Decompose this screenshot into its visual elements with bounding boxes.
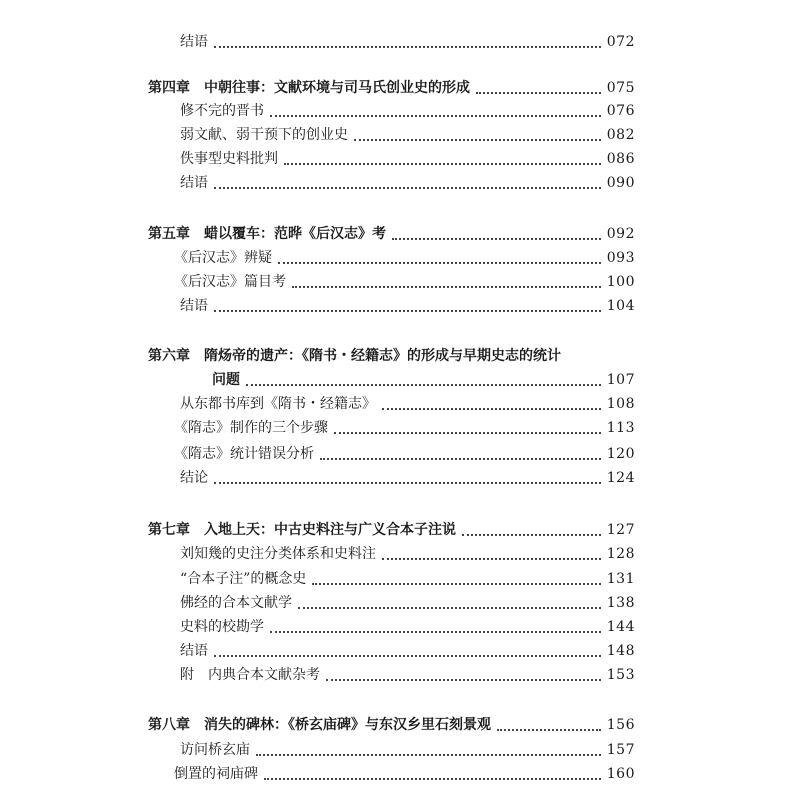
page-number: 148 xyxy=(606,643,635,659)
leader-dots xyxy=(214,482,601,484)
leader-dots xyxy=(497,729,601,731)
leader-dots xyxy=(382,408,601,410)
leader-dots xyxy=(214,187,601,189)
chapter-title: 消失的碑林：《桥玄庙碑》与东汉乡里石刻景观 xyxy=(204,717,491,733)
section-title: 结语 xyxy=(180,298,208,314)
page-number: 127 xyxy=(606,522,635,538)
toc-section-row xyxy=(0,565,800,589)
section-title: 结论 xyxy=(180,470,208,486)
toc-section-row xyxy=(0,28,800,52)
section-title: 刘知幾的史注分类体系和史料注 xyxy=(180,546,376,562)
toc-section-row xyxy=(0,97,800,121)
section-title: 修不完的晋书 xyxy=(180,103,264,119)
section-title: 结语 xyxy=(180,34,208,50)
section-title: 《隋志》统计错误分析 xyxy=(174,446,314,462)
section-title: 倒置的祠庙碑 xyxy=(174,766,258,782)
page-number: 120 xyxy=(606,446,635,462)
toc-section-row xyxy=(0,637,800,661)
toc-section-row xyxy=(0,292,800,316)
page-number: 153 xyxy=(606,667,635,683)
section-title: “合本子注”的概念史 xyxy=(180,571,307,587)
leader-dots xyxy=(278,262,601,264)
toc-section-row xyxy=(0,613,800,637)
leader-dots xyxy=(298,607,601,609)
leader-dots xyxy=(270,631,601,633)
leader-dots xyxy=(462,534,601,536)
toc-section-row xyxy=(0,440,800,464)
page-number: 090 xyxy=(606,175,635,191)
section-title: 佛经的合本文献学 xyxy=(180,595,292,611)
page-number: 100 xyxy=(606,274,635,290)
leader-dots xyxy=(214,310,601,312)
page-number: 160 xyxy=(606,766,635,782)
leader-dots xyxy=(270,115,601,117)
leader-dots xyxy=(214,46,601,48)
page-number: 108 xyxy=(606,396,635,412)
page-number: 131 xyxy=(606,571,635,587)
toc-section-row xyxy=(0,268,800,292)
toc-section-row xyxy=(0,121,800,145)
toc-section-row xyxy=(0,540,800,564)
toc-section-row xyxy=(0,464,800,488)
page-number: 093 xyxy=(606,250,635,266)
toc-section-row xyxy=(0,169,800,193)
leader-dots xyxy=(256,754,601,756)
toc-section-row xyxy=(0,661,800,685)
chapter-number: 第五章 xyxy=(148,226,190,242)
page-number: 107 xyxy=(606,372,635,388)
page-number: 138 xyxy=(606,595,635,611)
section-title: 弱文献、弱干预下的创业史 xyxy=(180,127,348,143)
page-number: 075 xyxy=(606,80,635,96)
section-title: 访问桥玄庙 xyxy=(180,742,250,758)
page-number: 092 xyxy=(606,226,635,242)
chapter-title: 中朝往事：文献环境与司马氏创业史的形成 xyxy=(204,80,470,96)
leader-dots xyxy=(284,163,601,165)
page-number: 124 xyxy=(606,470,635,486)
leader-dots xyxy=(476,92,601,94)
section-title: 从东都书库到《隋书・经籍志》 xyxy=(180,396,376,412)
toc-chapter-row xyxy=(0,711,800,735)
leader-dots xyxy=(312,583,600,585)
chapter-number: 第四章 xyxy=(148,80,190,96)
leader-dots xyxy=(292,286,601,288)
toc-chapter-row xyxy=(0,74,800,98)
page-number: 113 xyxy=(606,420,635,436)
page-number: 086 xyxy=(606,151,635,167)
leader-dots xyxy=(264,778,601,780)
toc-section-row xyxy=(0,760,800,784)
toc-chapter-row xyxy=(0,220,800,244)
section-title: 《后汉志》篇目考 xyxy=(174,274,286,290)
leader-dots xyxy=(326,679,601,681)
toc-chapter-row xyxy=(0,516,800,540)
leader-dots xyxy=(246,384,601,386)
page-number: 157 xyxy=(606,742,635,758)
section-title: 史料的校勘学 xyxy=(180,619,264,635)
leader-dots xyxy=(334,432,601,434)
chapter-title: 隋炀帝的遗产：《隋书・经籍志》的形成与早期史志的统计 xyxy=(204,348,561,364)
page-number: 076 xyxy=(606,103,635,119)
chapter-number: 第六章 xyxy=(148,348,190,364)
chapter-title-continuation: 问题 xyxy=(212,372,240,388)
section-title: 《隋志》制作的三个步骤 xyxy=(174,420,328,436)
section-title: 附 内典合本文献杂考 xyxy=(180,667,320,683)
page-number: 082 xyxy=(606,127,635,143)
section-title: 结语 xyxy=(180,643,208,659)
section-title: 《后汉志》辨疑 xyxy=(174,250,272,266)
leader-dots xyxy=(392,238,601,240)
page-number: 128 xyxy=(606,546,635,562)
toc-chapter-row xyxy=(0,342,800,366)
leader-dots xyxy=(214,655,601,657)
leader-dots xyxy=(382,558,601,560)
chapter-title: 入地上天：中古史料注与广义合本子注说 xyxy=(204,522,456,538)
section-title: 佚事型史料批判 xyxy=(180,151,278,167)
toc-chapter-continuation-row xyxy=(0,366,800,390)
toc-section-row xyxy=(0,589,800,613)
page-number: 144 xyxy=(606,619,635,635)
section-title: 结语 xyxy=(180,175,208,191)
leader-dots xyxy=(320,458,601,460)
page-number: 104 xyxy=(606,298,635,314)
page-number: 072 xyxy=(606,34,635,50)
toc-section-row xyxy=(0,736,800,760)
toc-section-row xyxy=(0,145,800,169)
toc-section-row xyxy=(0,244,800,268)
page-number: 156 xyxy=(606,717,635,733)
leader-dots xyxy=(354,139,601,141)
chapter-number: 第八章 xyxy=(148,717,190,733)
toc-section-row xyxy=(0,414,800,438)
chapter-number: 第七章 xyxy=(148,522,190,538)
toc-section-row xyxy=(0,390,800,414)
chapter-title: 蜡以覆车：范晔《后汉志》考 xyxy=(204,226,386,242)
